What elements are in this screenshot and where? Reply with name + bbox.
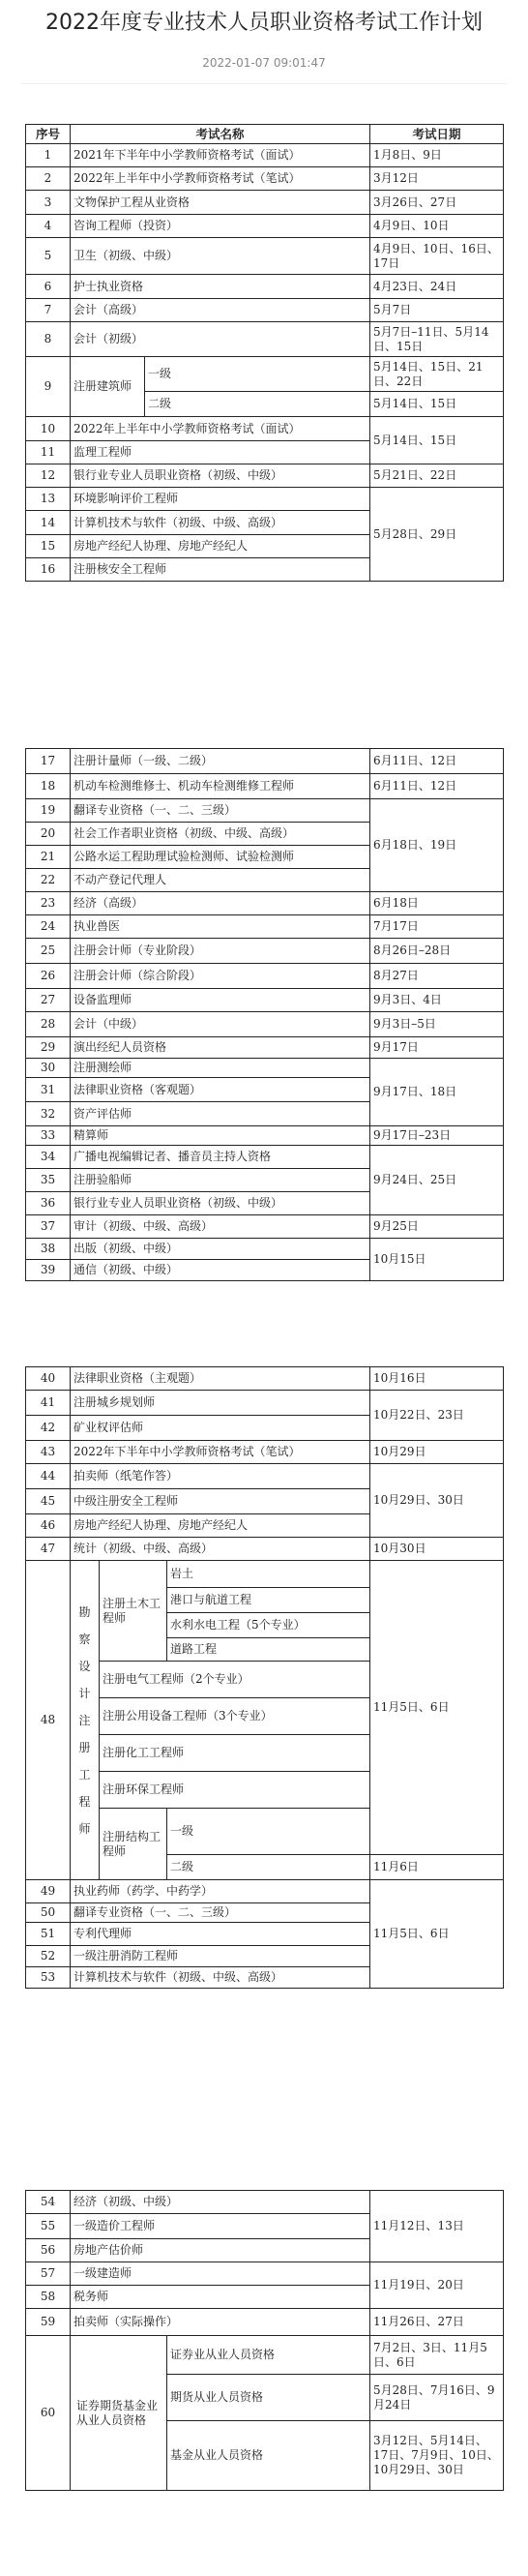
schedule-table-3 — [25, 1366, 504, 1989]
row-no: 33 — [26, 1126, 71, 1146]
exam-date: 5月7日 — [370, 299, 504, 322]
group-name-text: 勘察设计注册工程师 — [78, 1604, 91, 1836]
row-no: 58 — [26, 2286, 71, 2309]
header-date: 考试日期 — [370, 125, 504, 144]
divider — [21, 83, 507, 84]
exam-name: 注册验船师 — [71, 1169, 370, 1192]
exam-date: 10月15日 — [370, 1239, 504, 1281]
table-row — [26, 357, 504, 392]
row-no: 18 — [26, 774, 71, 799]
table-row — [26, 749, 504, 774]
row-no: 32 — [26, 1102, 71, 1126]
row-no: 25 — [26, 939, 71, 964]
row-no: 30 — [26, 1059, 71, 1078]
row-no: 11 — [26, 441, 71, 464]
row-no: 60 — [26, 2336, 71, 2491]
exam-name: 演出经纪人员资格 — [71, 1037, 370, 1059]
exam-name: 经济（高级） — [71, 892, 370, 915]
row-no: 31 — [26, 1078, 71, 1102]
exam-date: 10月29日 — [370, 1441, 504, 1464]
row-no: 2 — [26, 167, 71, 191]
row-no: 42 — [26, 1416, 71, 1441]
row-no: 56 — [26, 2239, 71, 2262]
table-row — [26, 1059, 504, 1078]
row-no: 5 — [26, 238, 71, 275]
table-row — [26, 1367, 504, 1391]
exam-date: 9月24日、25日 — [370, 1146, 504, 1215]
exam-name: 执业药师（药学、中药学） — [71, 1880, 370, 1903]
row-no: 27 — [26, 989, 71, 1012]
exam-subname: 一级 — [145, 357, 370, 392]
exam-subname: 期货从业人员资格 — [167, 2375, 370, 2421]
exam-date: 3月26日、27日 — [370, 191, 504, 215]
exam-name: 设备监理师 — [71, 989, 370, 1012]
row-no: 1 — [26, 144, 71, 167]
exam-item: 一级 — [167, 1809, 370, 1855]
exam-subname: 证券业从业人员资格 — [167, 2336, 370, 2375]
exam-name: 精算师 — [71, 1126, 370, 1146]
exam-date: 11月26日、27日 — [370, 2309, 504, 2336]
exam-subgroup-name: 注册公用设备工程师（3个专业） — [100, 1698, 370, 1735]
table-row — [26, 1880, 504, 1903]
row-no: 50 — [26, 1903, 71, 1923]
exam-name: 税务师 — [71, 2286, 370, 2309]
exam-name: 注册测绘师 — [71, 1059, 370, 1078]
exam-date: 9月17日 — [370, 1037, 504, 1059]
exam-name: 不动产登记代理人 — [71, 869, 370, 892]
exam-subgroup-name: 注册电气工程师（2个专业） — [100, 1662, 370, 1698]
exam-date: 10月29日、30日 — [370, 1464, 504, 1538]
table-row — [26, 1146, 504, 1169]
row-no: 39 — [26, 1260, 71, 1281]
header-no: 序号 — [26, 125, 71, 144]
row-no: 21 — [26, 846, 71, 869]
exam-date: 6月18日、19日 — [370, 799, 504, 892]
exam-date: 11月6日 — [370, 1855, 504, 1880]
row-no: 43 — [26, 1441, 71, 1464]
exam-date: 7月17日 — [370, 915, 504, 939]
exam-name: 审计（初级、中级、高级） — [71, 1215, 370, 1239]
exam-date: 10月22日、23日 — [370, 1391, 504, 1441]
exam-date: 7月2日、3日、11月5日、6日 — [370, 2336, 504, 2375]
exam-name: 注册会计师（专业阶段） — [71, 939, 370, 964]
exam-date: 9月17日–23日 — [370, 1126, 504, 1146]
exam-date: 8月26日–28日 — [370, 939, 504, 964]
table-row — [26, 2262, 504, 2286]
exam-item: 岩土 — [167, 1561, 370, 1588]
exam-name: 会计（高级） — [71, 299, 370, 322]
table-row — [26, 2336, 504, 2375]
exam-name: 会计（初级） — [71, 322, 370, 357]
table-row — [26, 488, 504, 511]
exam-item: 二级 — [167, 1855, 370, 1880]
exam-name: 卫生（初级、中级） — [71, 238, 370, 275]
row-no: 20 — [26, 823, 71, 846]
exam-date: 1月8日、9日 — [370, 144, 504, 167]
row-no: 26 — [26, 964, 71, 989]
row-no: 35 — [26, 1169, 71, 1192]
row-no: 28 — [26, 1012, 71, 1037]
exam-name: 注册核安全工程师 — [71, 558, 370, 582]
exam-date: 6月18日 — [370, 892, 504, 915]
row-no: 15 — [26, 535, 71, 558]
table-row — [26, 191, 504, 215]
exam-name: 注册城乡规划师 — [71, 1391, 370, 1416]
row-no: 37 — [26, 1215, 71, 1239]
row-no: 54 — [26, 2191, 71, 2214]
row-no: 6 — [26, 275, 71, 299]
row-no: 36 — [26, 1192, 71, 1215]
exam-name: 房地产经纪人协理、房地产经纪人 — [71, 535, 370, 558]
schedule-table-1 — [25, 124, 504, 582]
exam-name: 注册建筑师 — [71, 357, 145, 417]
schedule-table-4 — [25, 2190, 504, 2491]
exam-date: 11月5日、6日 — [370, 1880, 504, 1989]
exam-subname: 二级 — [145, 392, 370, 417]
exam-name: 通信（初级、中级） — [71, 1260, 370, 1281]
publish-date: 2022-01-07 09:01:47 — [202, 56, 326, 70]
exam-date: 9月3日、4日 — [370, 989, 504, 1012]
row-no: 34 — [26, 1146, 71, 1169]
exam-date: 6月11日、12日 — [370, 749, 504, 774]
exam-name: 证券期货基金业从业人员资格 — [71, 2336, 167, 2491]
exam-date: 11月19日、20日 — [370, 2262, 504, 2309]
exam-date: 10月16日 — [370, 1367, 504, 1391]
row-no: 24 — [26, 915, 71, 939]
exam-name: 机动车检测维修士、机动车检测维修工程师 — [71, 774, 370, 799]
exam-name: 翻译专业资格（一、二、三级） — [71, 799, 370, 823]
exam-name: 一级建造师 — [71, 2262, 370, 2286]
page-title: 2022年度专业技术人员职业资格考试工作计划 — [45, 11, 483, 35]
exam-date: 10月30日 — [370, 1538, 504, 1561]
row-no: 57 — [26, 2262, 71, 2286]
exam-date: 4月9日、10日、16日、17日 — [370, 238, 504, 275]
row-no: 29 — [26, 1037, 71, 1059]
row-no: 3 — [26, 191, 71, 215]
exam-date: 3月12日 — [370, 167, 504, 191]
exam-name: 一级注册消防工程师 — [71, 1946, 370, 1967]
table-row — [26, 915, 504, 939]
exam-name: 咨询工程师（投资） — [71, 215, 370, 238]
exam-name: 一级造价工程师 — [71, 2214, 370, 2239]
table-row — [26, 1464, 504, 1489]
row-no: 41 — [26, 1391, 71, 1416]
exam-date: 4月23日、24日 — [370, 275, 504, 299]
table-row — [26, 1012, 504, 1037]
table-row — [26, 1037, 504, 1059]
table-row — [26, 989, 504, 1012]
table-row — [26, 1441, 504, 1464]
exam-name: 银行业专业人员职业资格（初级、中级） — [71, 464, 370, 488]
exam-item: 道路工程 — [167, 1638, 370, 1662]
row-no: 16 — [26, 558, 71, 582]
table-row — [26, 799, 504, 823]
row-no: 19 — [26, 799, 71, 823]
exam-name: 环境影响评价工程师 — [71, 488, 370, 511]
row-no: 51 — [26, 1923, 71, 1946]
exam-name: 2022年上半年中小学教师资格考试（面试） — [71, 417, 370, 441]
row-no: 4 — [26, 215, 71, 238]
row-no: 7 — [26, 299, 71, 322]
table-row — [26, 275, 504, 299]
exam-date: 9月25日 — [370, 1215, 504, 1239]
exam-date: 8月27日 — [370, 964, 504, 989]
exam-name: 计算机技术与软件（初级、中级、高级） — [71, 1967, 370, 1989]
table-row — [26, 417, 504, 441]
exam-date: 5月28日、7月16日、9月24日 — [370, 2375, 504, 2421]
row-no: 46 — [26, 1514, 71, 1538]
table-row — [26, 1215, 504, 1239]
exam-item: 水利水电工程（5个专业） — [167, 1613, 370, 1638]
table-row — [26, 939, 504, 964]
row-no: 17 — [26, 749, 71, 774]
row-no: 52 — [26, 1946, 71, 1967]
header-name: 考试名称 — [71, 125, 370, 144]
exam-name: 法律职业资格（主观题） — [71, 1367, 370, 1391]
exam-name: 银行业专业人员职业资格（初级、中级） — [71, 1192, 370, 1215]
row-no: 13 — [26, 488, 71, 511]
exam-name: 2022年下半年中小学教师资格考试（笔试） — [71, 1441, 370, 1464]
exam-date: 5月14日、15日、21日、22日 — [370, 357, 504, 392]
table-row — [26, 215, 504, 238]
exam-name: 文物保护工程从业资格 — [71, 191, 370, 215]
exam-name: 资产评估师 — [71, 1102, 370, 1126]
table-row — [26, 964, 504, 989]
exam-date: 5月28日、29日 — [370, 488, 504, 582]
exam-name: 执业兽医 — [71, 915, 370, 939]
table-row — [26, 774, 504, 799]
exam-subgroup-name: 注册土木工程师 — [100, 1561, 167, 1662]
exam-name: 注册会计师（综合阶段） — [71, 964, 370, 989]
exam-name: 房地产估价师 — [71, 2239, 370, 2262]
table-row — [26, 1391, 504, 1416]
row-no: 12 — [26, 464, 71, 488]
exam-name: 出版（初级、中级） — [71, 1239, 370, 1260]
exam-date: 9月3日–5日 — [370, 1012, 504, 1037]
exam-date: 11月5日、6日 — [370, 1561, 504, 1855]
exam-name: 2021年下半年中小学教师资格考试（面试） — [71, 144, 370, 167]
exam-date: 5月14日、15日 — [370, 417, 504, 464]
table-row — [26, 167, 504, 191]
table-row — [26, 2191, 504, 2214]
exam-subgroup-name: 注册环保工程师 — [100, 1772, 370, 1809]
table-row — [26, 1561, 504, 1588]
schedule-table-2 — [25, 748, 504, 1281]
row-no: 53 — [26, 1967, 71, 1989]
exam-name: 专利代理师 — [71, 1923, 370, 1946]
table-row — [26, 238, 504, 275]
exam-date: 4月9日、10日 — [370, 215, 504, 238]
row-no: 9 — [26, 357, 71, 417]
exam-name: 社会工作者职业资格（初级、中级、高级） — [71, 823, 370, 846]
row-no: 47 — [26, 1538, 71, 1561]
exam-date: 6月11日、12日 — [370, 774, 504, 799]
row-no: 44 — [26, 1464, 71, 1489]
exam-name: 翻译专业资格（一、二、三级） — [71, 1903, 370, 1923]
row-no: 55 — [26, 2214, 71, 2239]
exam-name: 广播电视编辑记者、播音员主持人资格 — [71, 1146, 370, 1169]
table-row — [26, 322, 504, 357]
exam-name: 2022年上半年中小学教师资格考试（笔试） — [71, 167, 370, 191]
exam-name: 公路水运工程助理试验检测师、试验检测师 — [71, 846, 370, 869]
exam-subname: 基金从业人员资格 — [167, 2421, 370, 2491]
exam-date: 11月12日、13日 — [370, 2191, 504, 2262]
table-row — [26, 892, 504, 915]
exam-name: 监理工程师 — [71, 441, 370, 464]
exam-group-name — [71, 1561, 100, 1880]
row-no: 40 — [26, 1367, 71, 1391]
row-no: 10 — [26, 417, 71, 441]
exam-date: 5月7日–11日、5月14日、15日 — [370, 322, 504, 357]
exam-name: 护士执业资格 — [71, 275, 370, 299]
row-no: 23 — [26, 892, 71, 915]
table-row — [26, 1239, 504, 1260]
table-row — [26, 1126, 504, 1146]
row-no: 22 — [26, 869, 71, 892]
row-no: 8 — [26, 322, 71, 357]
exam-name: 计算机技术与软件（初级、中级、高级） — [71, 511, 370, 535]
exam-name: 拍卖师（实际操作） — [71, 2309, 370, 2336]
exam-name: 经济（初级、中级） — [71, 2191, 370, 2214]
table-row — [26, 144, 504, 167]
table-row — [26, 1538, 504, 1561]
row-no: 38 — [26, 1239, 71, 1260]
exam-date: 3月12日、5月14日、17日、7月9日、10日、10月29日、30日 — [370, 2421, 504, 2491]
row-no: 45 — [26, 1489, 71, 1514]
exam-date: 5月14日、15日 — [370, 392, 504, 417]
exam-name: 会计（中级） — [71, 1012, 370, 1037]
exam-name: 拍卖师（纸笔作答） — [71, 1464, 370, 1489]
exam-name: 中级注册安全工程师 — [71, 1489, 370, 1514]
row-no: 49 — [26, 1880, 71, 1903]
row-no: 59 — [26, 2309, 71, 2336]
exam-date: 9月17日、18日 — [370, 1059, 504, 1126]
exam-date: 5月21日、22日 — [370, 464, 504, 488]
exam-item: 港口与航道工程 — [167, 1588, 370, 1613]
exam-name: 矿业权评估师 — [71, 1416, 370, 1441]
row-no: 14 — [26, 511, 71, 535]
table-row — [26, 2309, 504, 2336]
exam-subgroup-name: 注册结构工程师 — [100, 1809, 167, 1880]
exam-name: 注册计量师（一级、二级） — [71, 749, 370, 774]
table-row — [26, 464, 504, 488]
table-row — [26, 299, 504, 322]
exam-name: 法律职业资格（客观题） — [71, 1078, 370, 1102]
row-no: 48 — [26, 1561, 71, 1880]
exam-name: 统计（初级、中级、高级） — [71, 1538, 370, 1561]
exam-name: 房地产经纪人协理、房地产经纪人 — [71, 1514, 370, 1538]
exam-subgroup-name: 注册化工工程师 — [100, 1735, 370, 1772]
